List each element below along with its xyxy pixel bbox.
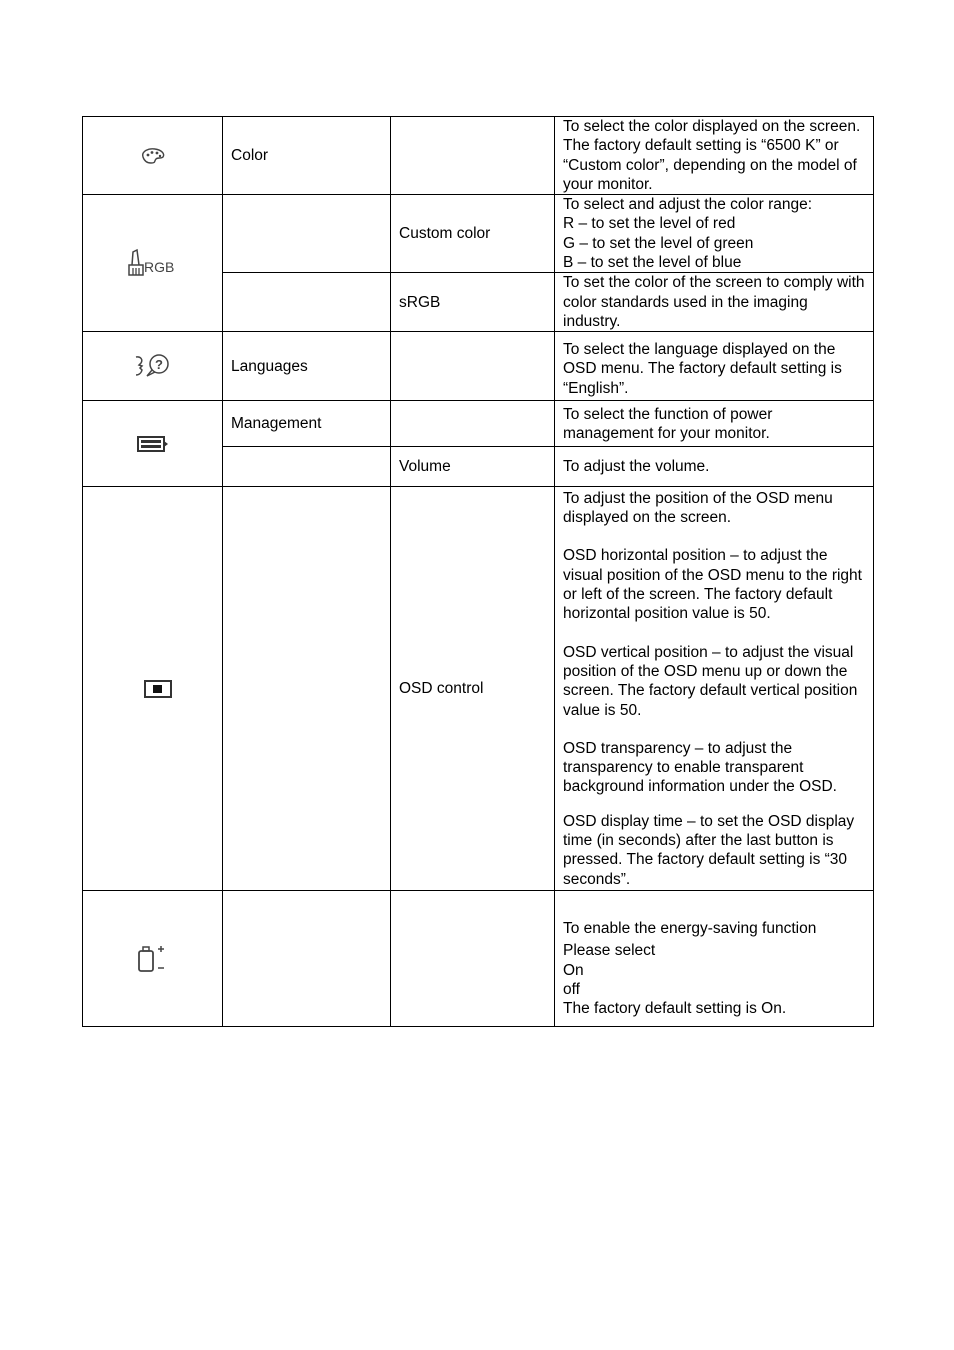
description-text: OSD transparency – to adjust the transparency to enable transparent background information under the OSD. [563, 739, 837, 796]
icon-cell [83, 401, 223, 487]
description-text: off [563, 981, 580, 999]
description-cell [555, 891, 874, 1027]
description-text: To select the color displayed on the screen. The factory default setting is “6500 K” or “Custom color”, depending on the model of your monitor. [563, 118, 861, 193]
subitem-label: Volume [391, 447, 555, 487]
description-cell [555, 447, 874, 487]
description-text: The factory default setting is On. [563, 1000, 787, 1018]
description-text: OSD display time – to set the OSD display time (in seconds) after the last button is pressed. The factory default setting is “30 seconds”. [563, 812, 855, 888]
osd-menu-table [82, 116, 874, 1027]
subitem-label [391, 401, 555, 447]
description-text: To select the function of power management for your monitor. [563, 405, 773, 442]
table-row-management [83, 401, 874, 447]
language-help-icon [133, 357, 173, 374]
svg-text:RGB: RGB [143, 259, 174, 276]
table-row-languages [83, 332, 874, 401]
description-text: OSD vertical position – to adjust the visual position of the OSD menu up or down the screen. The factory default vertical position value is 50. [563, 643, 858, 719]
item-label [223, 195, 391, 273]
description-cell [555, 332, 874, 401]
description-text: B – to set the level of blue [563, 254, 742, 272]
description-text: To adjust the position of the OSD menu displayed on the screen. [563, 489, 833, 527]
table-row-energy-saving [83, 891, 874, 1027]
osd-window-icon [143, 680, 173, 697]
icon-cell [83, 195, 223, 332]
description-cell [555, 195, 874, 273]
description-cell [555, 487, 874, 891]
table-row-osd-control [83, 487, 874, 891]
item-label: Color [223, 117, 391, 195]
item-label: Languages [223, 332, 391, 401]
description-text: G – to set the level of green [563, 234, 754, 252]
table-row-color [83, 117, 874, 195]
item-label [223, 447, 391, 487]
description-text: To select and adjust the color range: [563, 196, 813, 214]
icon-cell [83, 117, 223, 195]
palette-icon [140, 147, 166, 164]
description-text: OSD horizontal position – to adjust the visual position of the OSD menu to the right or left of the screen. The factory default horizontal position value is 50. [563, 547, 862, 623]
subitem-label [391, 891, 555, 1027]
item-label: Management [223, 401, 391, 447]
icon-cell [83, 332, 223, 401]
subitem-label [391, 332, 555, 401]
description-cell [555, 273, 874, 332]
description-text: To adjust the volume. [563, 458, 710, 476]
subitem-label: OSD control [391, 487, 555, 891]
description-cell [555, 117, 874, 195]
subitem-label: Custom color [391, 195, 555, 273]
icon-cell [83, 487, 223, 891]
item-label [223, 273, 391, 332]
description-text: Please select [563, 942, 656, 960]
table-row-custom-color [83, 195, 874, 273]
icon-cell [83, 891, 223, 1027]
battery-management-icon [136, 435, 170, 452]
description-cell [555, 401, 874, 447]
description-text: To enable the energy-saving function [563, 920, 817, 938]
item-label [223, 891, 391, 1027]
energy-saving-icon [135, 950, 171, 967]
description-text: On [563, 961, 584, 979]
rgb-adjust-icon [126, 254, 180, 276]
subitem-label [391, 117, 555, 195]
svg-text:?: ? [154, 357, 163, 373]
description-text: R – to set the level of red [563, 215, 736, 233]
item-label [223, 487, 391, 891]
subitem-label: sRGB [391, 273, 555, 332]
description-text: To set the color of the screen to comply with color standards used in the imaging industry. [563, 274, 865, 331]
description-text: To select the language displayed on the OSD menu. The factory default setting is “English”. [563, 340, 842, 397]
